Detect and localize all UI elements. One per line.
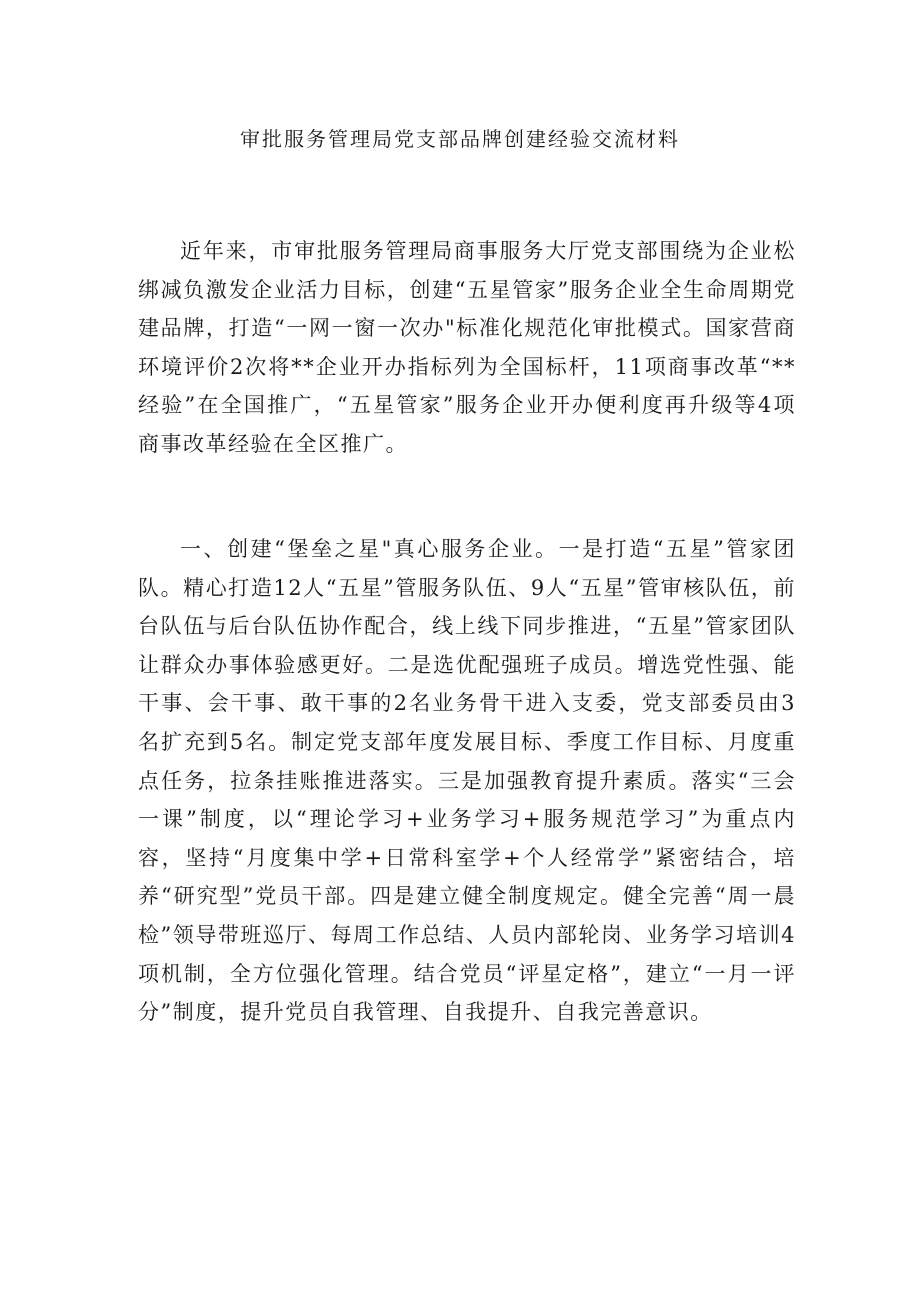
section-one-paragraph: 一、创建“堡垒之星"真心服务企业。一是打造“五星”管家团队。精心打造12人“五星”管服务队伍、9人“五星”管审核队伍，前台队伍与后台队伍协作配合，线上线下同步推进，“五星”管家团队让群众办事体验感更好。二是选优配强班子成员。增选党性强、能干事、会干事、敢干事的2名业务骨干进入支委，党支部委员由3名扩充到5名。制定党支部年度发展目标、季度工作目标、月度重点任务，拉条挂账推进落实。三是加强教育提升素质。落实“三会一课”制度，以“理论学习+业务学习+服务规范学习”为重点内容，坚持“月度集中学+日常科室学+个人经常学”紧密结合，培养“研究型”党员干部。四是建立健全制度规定。健全完善“周一晨检”领导带班巡厅、每周工作总结、人员内部轮岗、业务学习培训4项机制，全方位强化管理。结合党员“评星定格”，建立“一月一评分”制度，提升党员自我管理、自我提升、自我完善意识。 [138, 537, 796, 1025]
intro-paragraph: 近年来，市审批服务管理局商事服务大厅党支部围绕为企业松绑减负激发企业活力目标，创建“五星管家”服务企业全生命周期党建品牌，打造“一网一窗一次办"标准化规范化审批模式。国家营商环境评价2次将**企业开办指标列为全国标杆，11项商事改革“**经验”在全国推广，“五星管家”服务企业开办便利度再升级等4项商事改革经验在全区推广。 [138, 239, 796, 456]
document-title: 审批服务管理局党支部品牌创建经验交流材料 [240, 127, 680, 151]
